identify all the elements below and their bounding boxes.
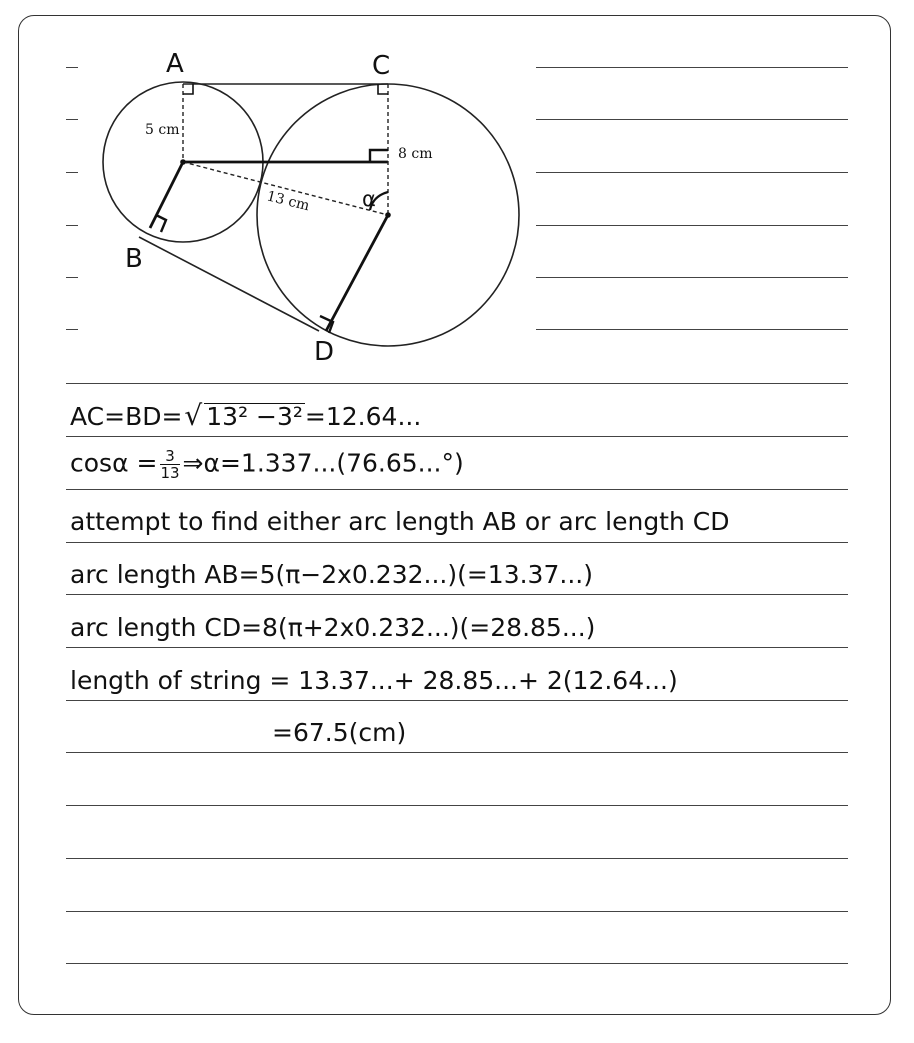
radius-d <box>326 215 388 331</box>
label-b: B <box>125 244 143 274</box>
label-c: C <box>372 51 391 81</box>
radical-sign: √ <box>184 399 203 432</box>
right-angle-a <box>183 84 193 94</box>
solution-line-4: arc length AB=5(π−2x0.232...)(=13.37...) <box>70 560 593 589</box>
ruled-line <box>66 700 848 701</box>
solution-line-2 <box>70 448 464 481</box>
ruled-line <box>66 752 848 753</box>
ruled-line <box>66 383 848 384</box>
solution-line-7: =67.5(cm) <box>272 718 407 747</box>
fraction-numerator: 3 <box>160 448 179 465</box>
ruled-line <box>66 542 848 543</box>
tangent-bd <box>139 237 319 331</box>
line1-prefix: AC=BD= <box>70 402 183 431</box>
ruled-line <box>66 858 848 859</box>
line1-suffix: =12.64... <box>304 402 422 431</box>
label-d: D <box>314 337 335 367</box>
right-angle-b <box>156 215 166 232</box>
right-angle-8cm <box>370 150 388 162</box>
ruled-line <box>66 805 848 806</box>
label-a: A <box>166 49 184 79</box>
circles-diagram <box>0 0 914 380</box>
centre-large <box>385 212 391 218</box>
radius-b <box>150 162 183 228</box>
ruled-line <box>66 436 848 437</box>
right-angle-c <box>378 84 388 94</box>
centre-small <box>180 159 186 165</box>
solution-line-6: length of string = 13.37...+ 28.85...+ 2(12.64...) <box>70 666 678 695</box>
dim-5cm: 5 cm <box>145 122 180 138</box>
solution-line-1 <box>70 399 421 432</box>
ruled-line <box>66 647 848 648</box>
ruled-line <box>66 963 848 964</box>
solution-line-3: attempt to find either arc length AB or arc length CD <box>70 507 730 536</box>
line2-prefix: cosα = <box>70 448 158 478</box>
dim-13cm: 13 cm <box>265 188 312 215</box>
fraction <box>160 448 179 481</box>
line1-radicand: 13² −3² <box>206 402 303 431</box>
solution-line-5: arc length CD=8(π+2x0.232...)(=28.85...) <box>70 613 596 642</box>
ruled-line <box>66 489 848 490</box>
fraction-denominator: 13 <box>160 464 180 482</box>
ruled-line <box>66 594 848 595</box>
line2-suffix: ⇒α=1.337...(76.65...°) <box>182 448 464 478</box>
dim-8cm: 8 cm <box>398 146 433 162</box>
label-alpha: α <box>362 187 376 211</box>
ruled-line <box>66 911 848 912</box>
